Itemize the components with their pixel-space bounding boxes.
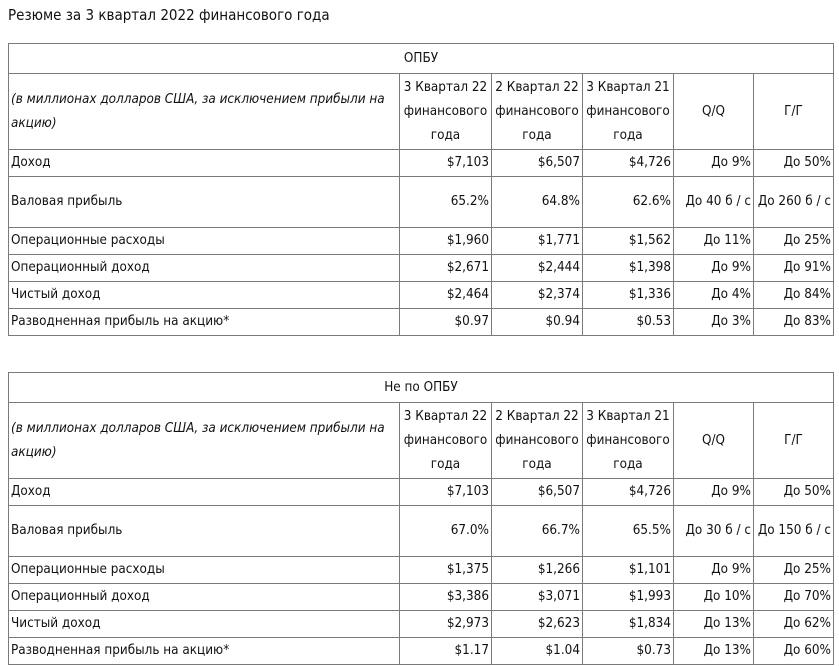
table-row	[9, 177, 834, 228]
column-header: 3 Квартал 21 финансового года	[583, 403, 674, 479]
table-cell: До 13%	[674, 611, 754, 638]
row-label: Операционный доход	[9, 255, 400, 282]
table-cell: До 62%	[754, 611, 834, 638]
table-cell: $1,375	[400, 557, 492, 584]
column-header: 2 Квартал 22 финансового года	[492, 74, 583, 150]
section-title: ОПБУ	[9, 44, 834, 74]
table-cell: До 3%	[674, 309, 754, 336]
table-cell: $6,507	[492, 150, 583, 177]
column-header: Q/Q	[674, 403, 754, 479]
table-cell: До 11%	[674, 228, 754, 255]
column-header: 2 Квартал 22 финансового года	[492, 403, 583, 479]
table-cell: До 9%	[674, 479, 754, 506]
table-cell: До 30 б / с	[674, 506, 754, 557]
column-header: 3 Квартал 22 финансового года	[400, 74, 492, 150]
table-cell: До 50%	[754, 150, 834, 177]
table-cell: До 9%	[674, 150, 754, 177]
table-cell: $0.97	[400, 309, 492, 336]
table-cell: $1,101	[583, 557, 674, 584]
row-label: Операционные расходы	[9, 557, 400, 584]
table-cell: До 13%	[674, 638, 754, 665]
table-cell: $3,071	[492, 584, 583, 611]
table-cell: $6,507	[492, 479, 583, 506]
table-cell: $2,671	[400, 255, 492, 282]
table-cell: $7,103	[400, 150, 492, 177]
table-cell: $1,771	[492, 228, 583, 255]
non-gaap-summary-table	[8, 372, 834, 665]
table-row	[9, 228, 834, 255]
row-label: Операционные расходы	[9, 228, 400, 255]
row-label: Доход	[9, 150, 400, 177]
table-cell: $2,623	[492, 611, 583, 638]
table-cell: $3,386	[400, 584, 492, 611]
table-cell: $1,336	[583, 282, 674, 309]
units-label: (в миллионах долларов США, за исключением прибыли на акцию)	[9, 74, 400, 150]
table-row	[9, 506, 834, 557]
table-cell: $4,726	[583, 479, 674, 506]
table-cell: $2,973	[400, 611, 492, 638]
table-cell: $1,960	[400, 228, 492, 255]
table-cell: До 25%	[754, 557, 834, 584]
column-header: 3 Квартал 22 финансового года	[400, 403, 492, 479]
table-cell: $1,398	[583, 255, 674, 282]
table-row	[9, 150, 834, 177]
row-label: Разводненная прибыль на акцию*	[9, 309, 400, 336]
table-cell: $0.94	[492, 309, 583, 336]
units-label: (в миллионах долларов США, за исключением прибыли на акцию)	[9, 403, 400, 479]
column-header: Q/Q	[674, 74, 754, 150]
table-cell: 62.6%	[583, 177, 674, 228]
column-header: 3 Квартал 21 финансового года	[583, 74, 674, 150]
row-label: Операционный доход	[9, 584, 400, 611]
table-cell: 65.2%	[400, 177, 492, 228]
table-cell: $1.17	[400, 638, 492, 665]
table-row	[9, 479, 834, 506]
table-cell: $2,464	[400, 282, 492, 309]
row-label: Чистый доход	[9, 611, 400, 638]
gaap-summary-table	[8, 43, 834, 336]
table-cell: До 260 б / с	[754, 177, 834, 228]
row-label: Валовая прибыль	[9, 506, 400, 557]
table-cell: $4,726	[583, 150, 674, 177]
table-cell: До 150 б / с	[754, 506, 834, 557]
table-cell: До 4%	[674, 282, 754, 309]
column-header: Г/Г	[754, 403, 834, 479]
table-cell: До 9%	[674, 255, 754, 282]
table-cell: $0.53	[583, 309, 674, 336]
table-cell: До 50%	[754, 479, 834, 506]
table-row	[9, 282, 834, 309]
section-title: Не по ОПБУ	[9, 373, 834, 403]
table-cell: $1,993	[583, 584, 674, 611]
table-cell: До 9%	[674, 557, 754, 584]
table-cell: До 10%	[674, 584, 754, 611]
column-header-row	[9, 74, 834, 150]
table-row	[9, 557, 834, 584]
table-row	[9, 255, 834, 282]
table-cell: До 83%	[754, 309, 834, 336]
table-cell: 64.8%	[492, 177, 583, 228]
table-row	[9, 611, 834, 638]
table-cell: 66.7%	[492, 506, 583, 557]
table-cell: $1.04	[492, 638, 583, 665]
table-cell: 65.5%	[583, 506, 674, 557]
table-row	[9, 309, 834, 336]
table-cell: До 25%	[754, 228, 834, 255]
table-row	[9, 638, 834, 665]
row-label: Валовая прибыль	[9, 177, 400, 228]
table-cell: $1,562	[583, 228, 674, 255]
table-cell: $2,444	[492, 255, 583, 282]
column-header-row	[9, 403, 834, 479]
row-label: Доход	[9, 479, 400, 506]
table-cell: До 60%	[754, 638, 834, 665]
table-row	[9, 584, 834, 611]
column-header: Г/Г	[754, 74, 834, 150]
table-cell: $1,266	[492, 557, 583, 584]
table-cell: До 70%	[754, 584, 834, 611]
table-cell: До 91%	[754, 255, 834, 282]
table-cell: 67.0%	[400, 506, 492, 557]
table-cell: $2,374	[492, 282, 583, 309]
row-label: Чистый доход	[9, 282, 400, 309]
section-header-row	[9, 373, 834, 403]
table-cell: $0.73	[583, 638, 674, 665]
table-cell: $1,834	[583, 611, 674, 638]
table-cell: До 84%	[754, 282, 834, 309]
section-header-row	[9, 44, 834, 74]
row-label: Разводненная прибыль на акцию*	[9, 638, 400, 665]
table-cell: $7,103	[400, 479, 492, 506]
page-title: Резюме за 3 квартал 2022 финансового года	[8, 6, 330, 24]
table-cell: До 40 б / с	[674, 177, 754, 228]
